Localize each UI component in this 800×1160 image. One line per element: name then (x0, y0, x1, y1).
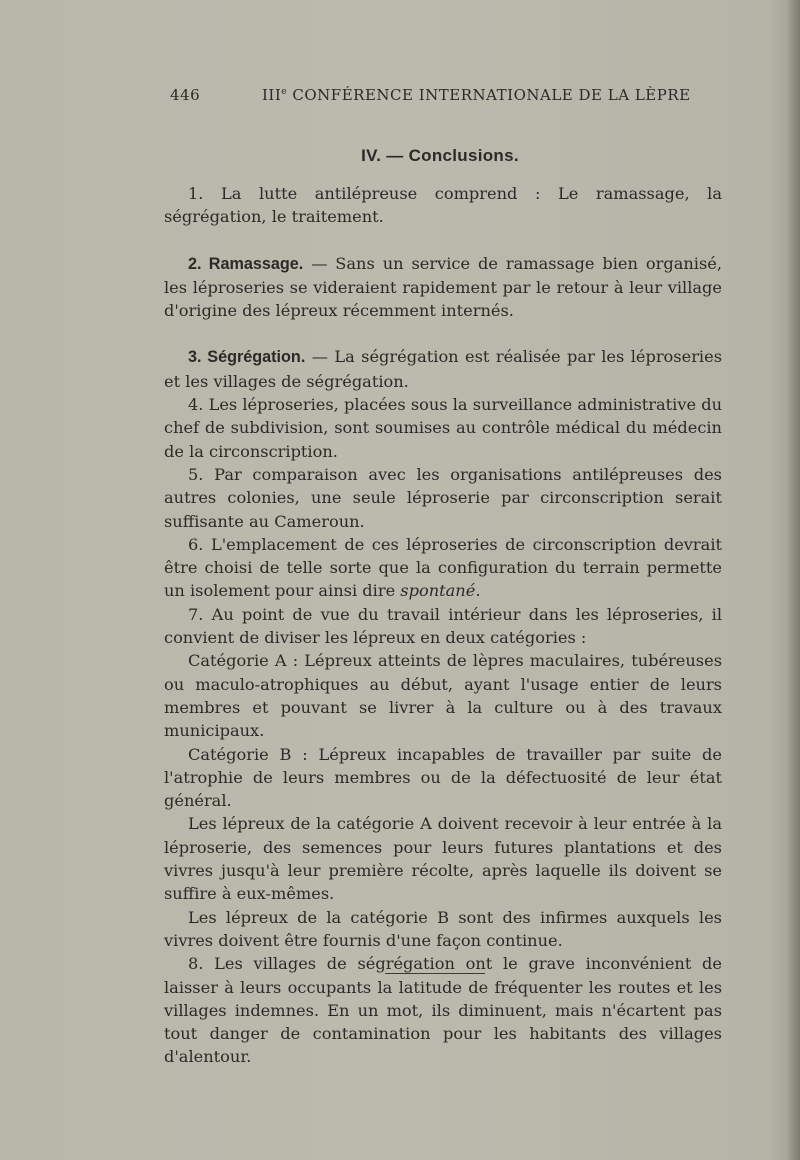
paragraph-category-a-provisions: Les lépreux de la catégorie A doivent recevoir à leur entrée à la léproserie, des semences pour leurs futures plantations et des vivres jusqu'à leur première récolte, après laquelle ils doivent se suffire à eux-mêmes. (164, 814, 722, 904)
paragraph-3 (164, 345, 722, 393)
running-head (262, 86, 691, 104)
paragraph-category-b: Catégorie B : Lépreux incapables de travailler par suite de l'atrophie de leurs membres ou de la défectuosité de leur état général. (164, 744, 722, 811)
paragraph-5: 5. Par comparaison avec les organisations antilépreuses des autres colonies, une seule léproserie par circonscription serait suffisante au Cameroun. (164, 464, 722, 531)
page-number: 446 (170, 86, 201, 104)
paragraph-1: 1. La lutte antilépreuse comprend : Le ramassage, la ségrégation, le traitement. (164, 184, 722, 227)
paragraph-6 (164, 533, 722, 603)
paragraph-2 (164, 252, 722, 323)
paragraph-category-a: Catégorie A : Lépreux atteints de lèpres maculaires, tubéreuses ou maculo-atrophiques au début, ayant l'usage entier de leurs membres et pouvant se livrer à la culture ou à des travaux municipaux. (164, 651, 722, 741)
paragraph-3-text: — La ségrégation est réalisée par les léproseries et les villages de ségrégation. (164, 347, 722, 391)
page-edge-shadow (786, 0, 800, 1160)
paragraph-6-text-b: . (475, 581, 481, 601)
section-title: IV. — Conclusions. (361, 146, 519, 165)
running-head-roman: III (262, 86, 282, 104)
paragraph-2-keyword: 2. Ramassage. (188, 254, 304, 273)
paragraph-7: 7. Au point de vue du travail intérieur dans les léproseries, il convient de diviser les lépreux en deux catégories : (164, 604, 722, 648)
page-header (160, 86, 691, 108)
body-text (164, 182, 722, 1069)
running-head-title: CONFÉRENCE INTERNATIONALE DE LA LÈPRE (292, 86, 691, 104)
paragraph-6-emphasis: spontané (400, 581, 476, 601)
paragraph-4: 4. Les léproseries, placées sous la surveillance administrative du chef de subdivision, sont soumises au contrôle médical du médecin de la circonscription. (164, 395, 723, 461)
paragraph-category-b-provisions: Les lépreux de la catégorie B sont des infirmes auxquels les vivres doivent être fournis d'une façon continue. (164, 907, 722, 950)
running-head-roman-sup: e (281, 87, 288, 97)
paragraph-8: 8. Les villages de ségrégation ont le grave inconvénient de laisser à leurs occupants la latitude de fréquenter les routes et les villages indemnes. En un mot, ils diminuent, mais n'écartent pas tout danger de contamination pour les habitants des villages d'alentour. (164, 954, 722, 1067)
paragraph-6-text-a: 6. L'emplacement de ces léproseries de circonscription devrait être choisi de telle sorte que la configuration du terrain permette un isolement pour ainsi dire (164, 534, 722, 601)
paragraph-3-keyword: 3. Ségrégation. (188, 348, 306, 367)
paragraph-2-text: — Sans un service de ramassage bien organisé, les léproseries se videraient rapidement par le retour à leur village d'origine des lépreux récemment internés. (164, 253, 722, 321)
closing-rule (385, 973, 485, 974)
